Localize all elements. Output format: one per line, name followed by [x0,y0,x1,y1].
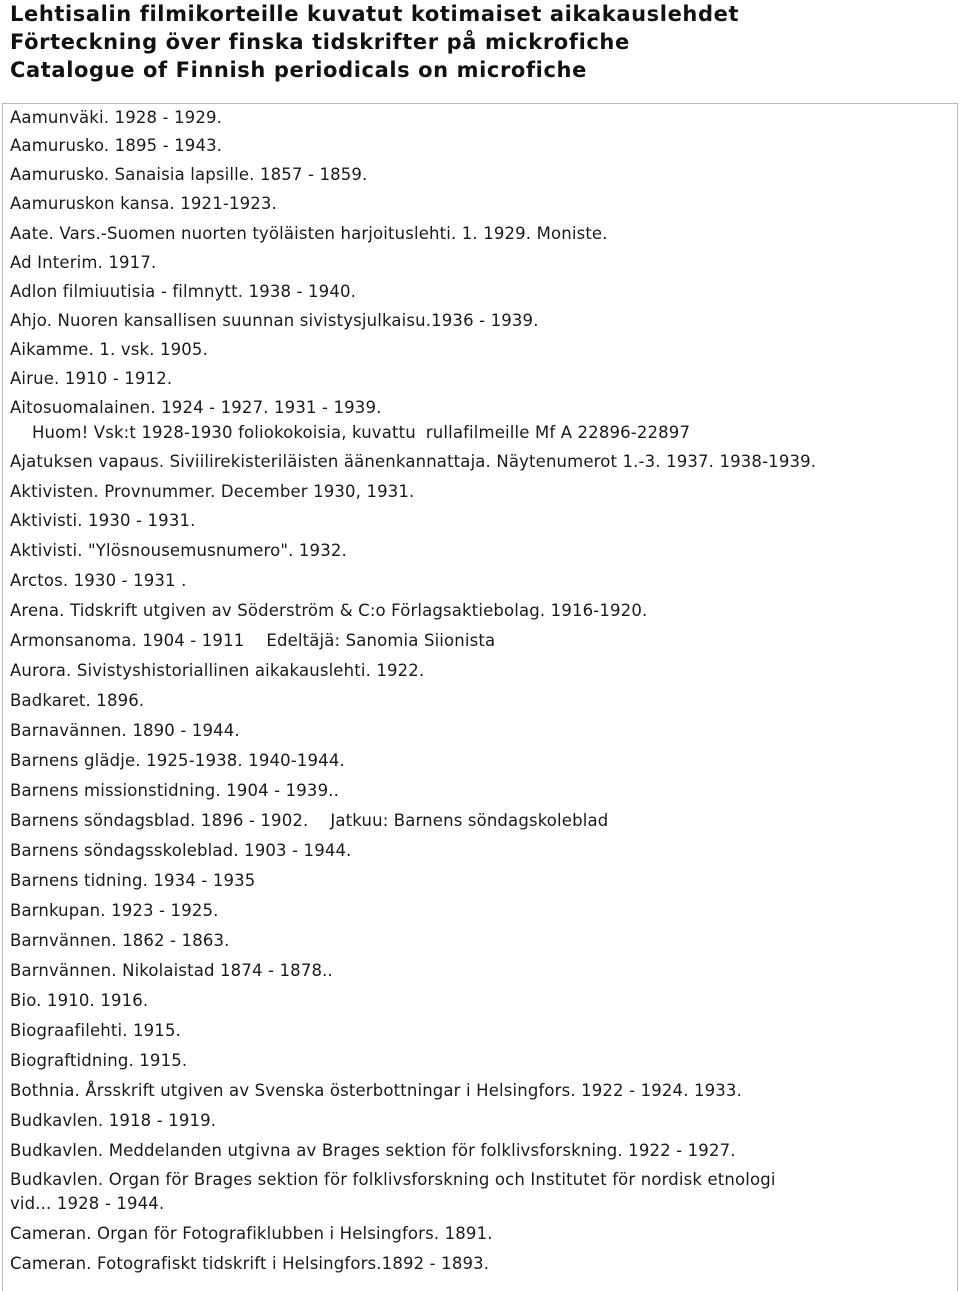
list-item: Barnens söndagsblad. 1896 - 1902. Jatkuu: Barnens söndagskoleblad [10,811,609,830]
list-item: Aamurusko. 1895 - 1943. [10,136,223,155]
title-english: Catalogue of Finnish periodicals on microfiche [10,58,587,82]
list-item: Biograftidning. 1915. [10,1051,188,1070]
list-item: Ad Interim. 1917. [10,253,157,272]
list-item: Aktivisti. "Ylösnousemusnumero". 1932. [10,541,347,560]
list-item: Airue. 1910 - 1912. [10,369,173,388]
list-item: Cameran. Fotografiskt tidskrift i Helsingfors.1892 - 1893. [10,1254,490,1273]
list-item: Barnkupan. 1923 - 1925. [10,901,219,920]
list-item: Budkavlen. Meddelanden utgivna av Brages sektion för folklivsforskning. 1922 - 1927. [10,1141,736,1160]
list-item: Ahjo. Nuoren kansallisen suunnan sivistysjulkaisu.1936 - 1939. [10,311,539,330]
list-item: Ajatuksen vapaus. Siviilirekisteriläisten äänenkannattaja. Näytenumerot 1.-3. 1937. 1938-1939. [10,452,817,471]
list-item: Aktivisten. Provnummer. December 1930, 1931. [10,482,415,501]
list-item: Budkavlen. 1918 - 1919. [10,1111,217,1130]
list-item: Aitosuomalainen. 1924 - 1927. 1931 - 1939. [10,398,382,417]
list-item: Bio. 1910. 1916. [10,991,149,1010]
list-item: Biograafilehti. 1915. [10,1021,181,1040]
list-item: Barnens glädje. 1925-1938. 1940-1944. [10,751,345,770]
list-item: Arctos. 1930 - 1931 . [10,571,187,590]
list-item: Budkavlen. Organ för Brages sektion för folklivsforskning och Institutet för nordisk etnologi vid... 1928 - 1944. [10,1170,776,1213]
list-item: Aamunväki. 1928 - 1929. [10,108,223,127]
list-item: Barnvännen. 1862 - 1863. [10,931,230,950]
list-item: Armonsanoma. 1904 - 1911 Edeltäjä: Sanomia Siionista [10,631,496,650]
list-item: Aate. Vars.-Suomen nuorten työläisten harjoituslehti. 1. 1929. Moniste. [10,224,608,243]
list-item: Barnens tidning. 1934 - 1935 [10,871,256,890]
list-item: Barnvännen. Nikolaistad 1874 - 1878.. [10,961,333,980]
list-item: Aktivisti. 1930 - 1931. [10,511,196,530]
list-item-note: Huom! Vsk:t 1928-1930 foliokokoisia, kuvattu rullafilmeille Mf A 22896-22897 [32,423,691,442]
list-item: Barnavännen. 1890 - 1944. [10,721,240,740]
list-item: Aamuruskon kansa. 1921-1923. [10,194,277,213]
title-finnish: Lehtisalin filmikorteille kuvatut kotimaiset aikakauslehdet [10,2,740,26]
list-item: Aamurusko. Sanaisia lapsille. 1857 - 1859. [10,165,368,184]
list-item: Arena. Tidskrift utgiven av Söderström & C:o Förlagsaktiebolag. 1916-1920. [10,601,648,620]
list-item: Cameran. Organ för Fotografiklubben i Helsingfors. 1891. [10,1224,493,1243]
list-item: Barnens söndagsskoleblad. 1903 - 1944. [10,841,352,860]
title-swedish: Förteckning över finska tidskrifter på mickrofiche [10,30,630,54]
list-item: Aurora. Sivistyshistoriallinen aikakauslehti. 1922. [10,661,425,680]
list-item: Bothnia. Årsskrift utgiven av Svenska österbottningar i Helsingfors. 1922 - 1924. 1933. [10,1081,742,1100]
list-item: Barnens missionstidning. 1904 - 1939.. [10,781,340,800]
list-item: Badkaret. 1896. [10,691,145,710]
list-item: Adlon filmiuutisia - filmnytt. 1938 - 1940. [10,282,357,301]
document-header [10,0,955,84]
list-item: Aikamme. 1. vsk. 1905. [10,340,208,359]
